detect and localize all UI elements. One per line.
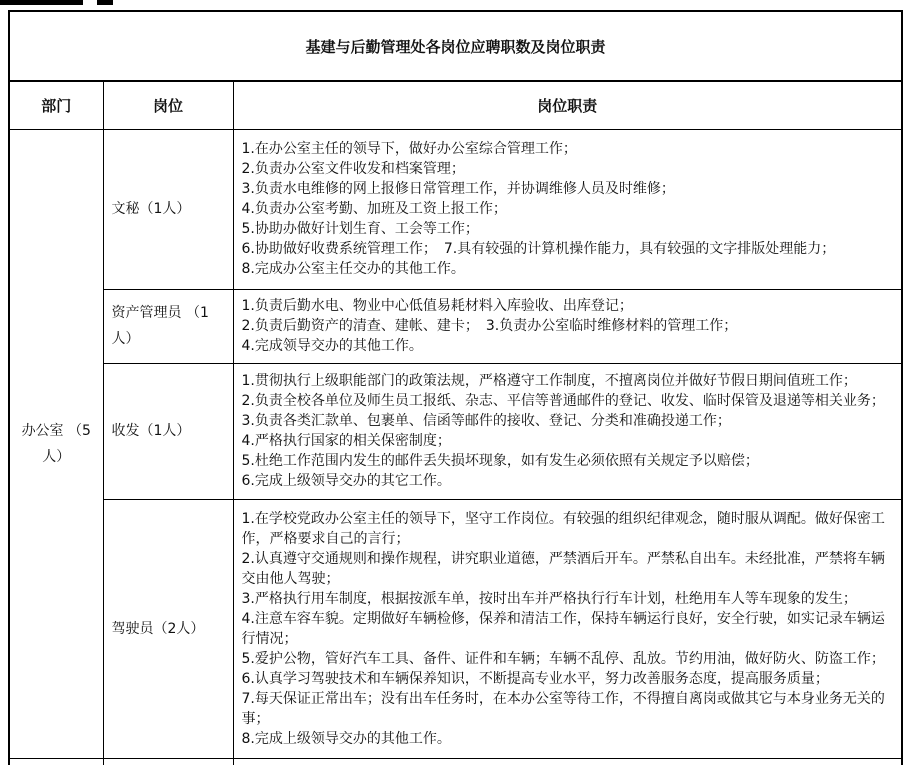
duty-line: 3.负责各类汇款单、包裹单、信函等邮件的接收、登记、分类和准确投递工作； bbox=[241, 413, 731, 429]
duty-line: 6.完成上级领导交办的其它工作。 bbox=[241, 473, 451, 489]
top-edge-artifact bbox=[0, 0, 83, 5]
duties-cell bbox=[233, 289, 902, 363]
duty-line: 3.负责水电维修的网上报修日常管理工作，并协调维修人员及时维修； bbox=[241, 181, 675, 197]
duty-line: 8.完成办公室主任交办的其他工作。 bbox=[241, 261, 465, 277]
duty-line: 2.负责全校各单位及师生员工报纸、杂志、平信等普通邮件的登记、收发、临时保管及退递等相关业务； bbox=[241, 393, 885, 409]
duties-cell bbox=[233, 129, 902, 289]
duty-line: 2.认真遵守交通规则和操作规程，讲究职业道德，严禁酒后开车。严禁私自出车。未经批准，严禁将车辆交由他人驾驶； bbox=[241, 550, 885, 587]
table-title: 基建与后勤管理处各岗位应聘职数及岗位职责 bbox=[9, 11, 902, 81]
job-duties-table bbox=[8, 10, 903, 765]
duties-cell bbox=[233, 499, 902, 758]
table-row-partial bbox=[9, 758, 902, 765]
duty-line: 1.贯彻执行上级职能部门的政策法规，严格遵守工作制度，不擅离岗位并做好节假日期间值班工作； bbox=[241, 373, 857, 389]
duty-line: 6.协助做好收费系统管理工作； 7.具有较强的计算机操作能力，具有较强的文字排版处理能力； bbox=[241, 241, 836, 257]
table-row-mail-clerk bbox=[9, 363, 902, 499]
top-edge-artifact bbox=[97, 0, 113, 5]
duty-line: 5.爱护公物，管好汽车工具、备件、证件和车辆；车辆不乱停、乱放。节约用油，做好防火、防盗工作； bbox=[241, 650, 885, 667]
column-header-duties: 岗位职责 bbox=[233, 81, 902, 129]
duty-line: 2.负责办公室文件收发和档案管理； bbox=[241, 161, 465, 177]
position-cell: 文秘（1人） bbox=[103, 129, 233, 289]
position-cell: 驾驶员（2人） bbox=[103, 499, 233, 758]
duty-line: 4.负责办公室考勤、加班及工资上报工作； bbox=[241, 201, 507, 217]
duties-cell-empty bbox=[233, 758, 902, 765]
column-header-position: 岗位 bbox=[103, 81, 233, 129]
duty-line: 7.每天保证正常出车；没有出车任务时，在本办公室等待工作，不得擅自离岗或做其它与本身业务无关的事； bbox=[241, 690, 885, 727]
duty-line: 1.在学校党政办公室主任的领导下，坚守工作岗位。有较强的组织纪律观念，随时服从调配。做好保密工作，严格要求自己的言行； bbox=[241, 510, 885, 547]
position-cell: 收发（1人） bbox=[103, 363, 233, 499]
duty-line: 5.杜绝工作范围内发生的邮件丢失损坏现象，如有发生必须依照有关规定予以赔偿； bbox=[241, 453, 759, 469]
table-row-asset-manager bbox=[9, 289, 902, 363]
table-row-driver bbox=[9, 499, 902, 758]
duty-line: 4.严格执行国家的相关保密制度； bbox=[241, 433, 451, 449]
duty-line: 5.协助办做好计划生育、工会等工作； bbox=[241, 221, 479, 237]
duty-line: 2.负责后勤资产的清查、建帐、建卡； 3.负责办公室临时维修材料的管理工作； bbox=[241, 318, 738, 334]
department-cell-empty bbox=[9, 758, 103, 765]
duty-line: 6.认真学习驾驶技术和车辆保养知识，不断提高专业水平，努力改善服务态度，提高服务质量； bbox=[241, 670, 829, 687]
table-row-secretary bbox=[9, 129, 902, 289]
duty-line: 4.完成领导交办的其他工作。 bbox=[241, 338, 423, 354]
duty-line: 1.负责后勤水电、物业中心低值易耗材料入库验收、出库登记； bbox=[241, 298, 633, 314]
duty-line: 1.在办公室主任的领导下，做好办公室综合管理工作； bbox=[241, 141, 577, 157]
duty-line: 4.注意车容车貌。定期做好车辆检修，保养和清洁工作，保持车辆运行良好，安全行驶，如实记录车辆运行情况； bbox=[241, 610, 885, 647]
duties-cell bbox=[233, 363, 902, 499]
duty-line: 8.完成上级领导交办的其他工作。 bbox=[241, 730, 451, 747]
department-cell: 办公室 （5人） bbox=[9, 129, 103, 758]
position-cell: 资产管理员 （1人） bbox=[103, 289, 233, 363]
column-header-department: 部门 bbox=[9, 81, 103, 129]
position-cell-empty bbox=[103, 758, 233, 765]
table-title-row bbox=[9, 11, 902, 81]
duty-line: 3.严格执行用车制度，根据按派车单，按时出车并严格执行行车计划，杜绝用车人等车现象的发生； bbox=[241, 590, 857, 607]
table-header-row bbox=[9, 81, 902, 129]
